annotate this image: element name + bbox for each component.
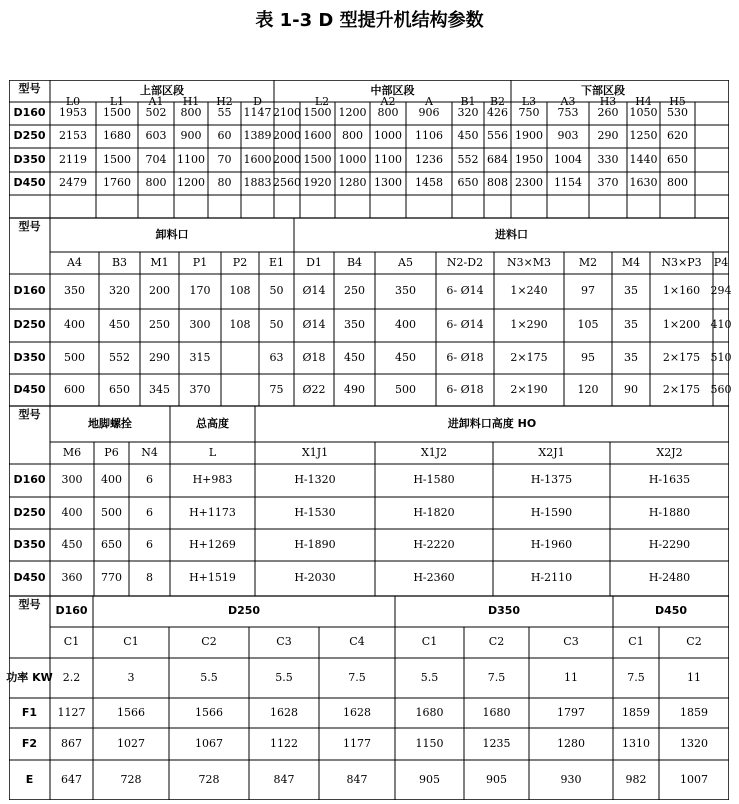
column-header: C2 [488,635,505,649]
table-cell: 2×190 [510,382,548,396]
table-cell: 50 [269,318,284,332]
table-cell: 650 [667,152,688,166]
table-cell: H-1530 [294,505,336,519]
table-cell [221,374,259,406]
column-header: C4 [349,635,365,649]
row-label: D350 [13,350,46,364]
table-cell: 7.5 [348,670,366,684]
table-cell: 1200 [177,176,205,190]
table-cell: 95 [581,350,595,364]
table-cell: 330 [597,152,619,166]
table-cell: 2×175 [662,382,701,396]
table-cell: 290 [597,129,619,143]
table-cell: 1147 [243,106,272,120]
table-cell: 1500 [303,106,332,120]
table-cell: 500 [395,382,416,396]
table-cell: 70 [217,152,232,166]
column-header: A5 [398,255,413,269]
table-cell: 800 [145,176,167,190]
row-label: 功率 KW [6,670,53,684]
table-cell: 320 [457,106,479,120]
table-title: 表 1-3 D 型提升机结构参数 [255,10,484,31]
table-cell: 1859 [680,705,708,719]
column-header: B3 [111,255,128,269]
table-cell: 75 [269,382,284,396]
table-cell: 35 [624,284,638,298]
table-cell: 800 [667,176,688,190]
row-label: D250 [13,318,46,332]
table-cell: Ø14 [302,318,326,332]
table-cell: 1177 [343,736,371,750]
table-cell: 450 [61,537,83,551]
table-cell [221,342,259,374]
row-label: F2 [21,736,38,750]
table-cell: 603 [145,129,167,143]
group-header: 总高度 [196,416,229,430]
table-cell: 1250 [629,129,658,143]
table-cell: 5.5 [420,670,439,684]
table-cell: 290 [149,350,170,364]
table-cell: 800 [180,106,202,120]
column-header: B4 [346,255,363,269]
table-cell: 80 [217,176,232,190]
table-cell: Ø22 [302,382,326,396]
table-cell: H-2480 [648,571,691,585]
table-cell: 1566 [117,705,145,719]
table-cell: 1280 [338,176,367,190]
table-cell: H+1519 [189,571,236,585]
table-cell: 728 [198,772,220,786]
table-cell: 1900 [515,129,543,143]
group-header: D350 [487,604,521,618]
column-header: L [208,445,217,459]
table-cell: 510 [710,350,732,364]
table-cell: 1007 [680,772,708,786]
column-header: N2-D2 [446,255,484,269]
table-cell: 1236 [415,152,443,166]
table-cell: 728 [120,772,142,786]
table-cell: 97 [581,284,595,298]
table-cell: 704 [145,152,167,166]
table-cell: 7.5 [627,670,645,684]
group-header: 卸料口 [155,227,189,241]
table-cell: 1797 [557,705,585,719]
table-cell: 1050 [629,106,658,120]
table-cell: H-2220 [413,537,455,551]
table-cell: 1027 [117,736,145,750]
row-label: E [25,772,34,786]
table-cell: 250 [149,318,170,332]
column-header: M2 [578,255,598,269]
table-cell: 906 [418,106,440,120]
table-cell: 1×290 [510,318,548,332]
group-header: 中部区段 [370,83,415,97]
table-cell: H+1269 [189,537,236,551]
table-cell: 1122 [270,736,298,750]
model-label: 型号 [18,408,41,421]
column-header: M1 [150,255,169,269]
table-cell: 1859 [622,705,650,719]
table-cell: 1200 [338,106,367,120]
column-header: C1 [421,635,438,649]
table-cell: 2100 [273,106,301,120]
table-cell: 847 [346,772,368,786]
table-cell: 1000 [374,129,402,143]
table-cell: 350 [344,318,365,332]
column-header: N3×M3 [506,255,552,269]
table-cell: 1628 [270,705,298,719]
table-cell: 900 [180,129,202,143]
table-cell: 903 [557,129,579,143]
table-cell: 1127 [57,705,86,719]
group-header: 进料口 [495,227,528,241]
table-cell: 930 [560,772,582,786]
row-label: F1 [21,705,38,719]
table-cell: 6- Ø14 [446,284,484,298]
table-cell: 108 [229,284,251,298]
table-cell: 8 [146,571,153,585]
table-cell: 753 [557,106,579,120]
table-cell: 370 [597,176,619,190]
table-cell: 982 [625,772,647,786]
table-cell: 867 [61,736,82,750]
table-cell: 560 [710,382,732,396]
table-cell: 90 [624,382,638,396]
parameter-table: 型号 上部区段 中部区段 下部区段 L0 L1 A1 H1 H2 D L2 A2 A B1 B2 L3 A3 H3 H4 H5 D160 1953 1500 502 800 55 1147 2100 1500 1200 800 906 320 426 750 753 260 1050 530 D250 2153 1680 603 900 60 1389 2000 1600 800 1000 1106 450 556 1900 903 290 1250 620 D350 2119 1500 704 1100 70 1600 2000 1500 1000 1100 1236 552 684 1950 1004 330 1440 650 D450 2479 1760 800 1200 80 1883 2560 1920 1280 1300 1458 650 808 2300 1154 370 1630 800 型号 卸料口 进料口 A4 B3 M1 P1 P2 E1 D1 B4 A5 N2-D2 N3×M3 M2 M4 N3×P3 P4 D160 350 320 200 170 108 50 Ø14 250 350 6- Ø14 1×240 97 35 1×160 294 D250 400 450 250 300 108 50 Ø14 350 400 6- Ø14 1×290 105 35 1×200 410 D350 500 552 290 315 63 Ø18 450 450 6- Ø18 2×175 95 35 2×175 510 D450 600 650 345 370 75 Ø22 490 500 6- Ø18 2×190 120 90 2×175 560 型号 地脚螺拴 总高度 进卸料口高度 HO M6 P6 N4 L X1J1 X1J2 X2J1 X2J2 D160 300 400 6 H+983 H-1320 H-1580 H-1375 H-1635 D250 400 500 6 H+1173 H-1530 H-1820 H-1590 H-1880 D350 450 650 6 H+1269 H-1890 H-2220 H-1960 H-2290 D450 360 770 8 H+1519 H-2030 H-2360 H-2110 H-2480 型号 D160 D250 D350 D450 C1 C1 C2 C3 C4 C1 C2 C3 C1 C2 功率 KW 2.2 3 5.5 5.5 7.5 5.5 7.5 11 7.5 11 F1 1127 1566 1566 1628 1628 1680 1680 1797 1859 1859 F2 867 1027 1067 1122 1177 1150 1235 1280 1310 1320 E 647 728 728 847 847 905 905 930 982 1007 [9,80,729,800]
table-cell: 400 [101,473,122,487]
table-cell: H-2360 [413,571,455,585]
table-cell: 250 [344,284,365,298]
table-cell: 5.5 [200,670,218,684]
table-cell: 6- Ø18 [446,382,484,396]
table-cell: 1×240 [510,284,548,298]
table-cell: 6 [146,537,153,551]
table-cell: 530 [667,106,688,120]
table-cell: 620 [667,129,688,143]
column-header: N4 [141,445,158,459]
table-cell: 600 [64,382,85,396]
table-cell: 1154 [554,176,582,190]
table-cell: 6- Ø18 [446,350,484,364]
table-cell: H-1590 [530,505,573,519]
column-header: C3 [276,635,292,649]
table-cell: 2153 [59,129,87,143]
table-cell: 1004 [554,152,582,166]
column-header: M6 [62,445,82,459]
table-cell: 1389 [243,129,272,143]
table-cell: 105 [577,318,599,332]
table-cell: 410 [710,318,732,332]
table-cell: H-1820 [413,505,455,519]
table-cell: 1440 [629,152,658,166]
table-cell: 500 [64,350,85,364]
row-label: D450 [13,382,46,396]
table-cell: 1953 [59,106,87,120]
table-cell: 1067 [195,736,223,750]
table-cell: 450 [395,350,416,364]
table-cell: Ø14 [302,284,326,298]
table-cell: H-1960 [530,537,573,551]
group-header: 上部区段 [140,83,184,97]
column-header: C1 [63,635,80,649]
table-cell: 750 [518,106,540,120]
group-header: 地脚螺拴 [88,416,132,430]
column-header: X1J2 [420,445,448,459]
table-cell: 1500 [103,152,131,166]
table-cell: 1500 [303,152,332,166]
table-cell: 2000 [273,129,301,143]
table-cell: 6- Ø14 [446,318,484,332]
table-cell: 11 [687,670,701,684]
table-cell: 5.5 [275,670,293,684]
table-cell: 200 [149,284,170,298]
table-cell: 650 [101,537,122,551]
table-cell: 35 [624,350,638,364]
table-cell: 11 [564,670,578,684]
table-cell: 294 [710,284,732,298]
table-cell: 2119 [59,152,87,166]
table-cell: 350 [395,284,416,298]
table-cell: 2×175 [510,350,548,364]
table-cell: 684 [487,152,508,166]
column-header: X1J1 [301,445,329,459]
table-cell: 63 [269,350,284,364]
table-cell: 650 [457,176,479,190]
table-cell: 1600 [243,152,272,166]
table-cell: 800 [377,106,399,120]
table-cell: 1950 [515,152,543,166]
table-cell: 50 [269,284,284,298]
column-header: C2 [201,635,217,649]
column-header: P6 [104,445,119,459]
table-cell: 1566 [195,705,223,719]
group-header: D450 [654,604,688,618]
column-header: M4 [621,255,641,269]
table-cell: 6 [146,473,153,487]
table-cell: 2479 [59,176,87,190]
table-cell: H-1320 [294,473,336,487]
table-cell: 450 [457,129,479,143]
table-cell: 300 [61,473,83,487]
table-cell: H-2290 [648,537,691,551]
table-cell: H-1890 [294,537,336,551]
table-cell: H+983 [192,473,233,487]
table-cell: 1920 [303,176,332,190]
table-cell: 6 [146,505,153,519]
row-label: D250 [13,505,46,519]
table-cell: 1760 [103,176,131,190]
table-cell: 345 [149,382,170,396]
table-cell: 2000 [273,152,301,166]
column-header: D1 [306,255,322,269]
table-cell: 1150 [415,736,444,750]
group-header: 进卸料口高度 HO [447,416,537,430]
row-label: D350 [13,537,46,551]
table-cell: 170 [189,284,211,298]
column-header: A4 [67,255,82,269]
table-cell: 320 [109,284,130,298]
table-cell: H-1375 [530,473,573,487]
table-cell: 2300 [515,176,543,190]
table-cell: 450 [109,318,130,332]
model-label: 型号 [18,220,41,233]
table-cell: 1280 [557,736,585,750]
table-cell: 2.2 [62,670,81,684]
table-cell: 400 [64,318,85,332]
table-cell: 315 [189,350,211,364]
table-cell: 650 [109,382,130,396]
table-cell: 490 [344,382,365,396]
table-cell: 1106 [415,129,443,143]
table-cell: H+1173 [189,505,236,519]
group-header: 下部区段 [581,83,625,97]
table-cell: 1310 [622,736,650,750]
model-label: 型号 [18,598,41,611]
table-cell: 370 [189,382,211,396]
table-cell: 1100 [374,152,402,166]
row-label: D450 [13,176,46,190]
table-cell: 1628 [343,705,371,719]
table-cell: 360 [61,571,83,585]
table-cell: 1680 [415,705,444,719]
column-header: P4 [713,255,729,269]
table-cell: 808 [487,176,508,190]
table-cell: 2560 [273,176,301,190]
table-cell: 120 [577,382,599,396]
table-cell: 1100 [177,152,205,166]
table-cell: 400 [61,505,83,519]
column-header: C1 [123,635,139,649]
table-cell: 847 [273,772,295,786]
table-cell: 556 [487,129,508,143]
column-header: P2 [232,255,248,269]
table-cell: 647 [61,772,82,786]
table-cell: H-2030 [294,571,336,585]
table-cell: 108 [229,318,251,332]
table-cell: Ø18 [302,350,326,364]
table-cell: 1680 [482,705,511,719]
group-header: D160 [55,604,88,618]
table-cell: 1320 [680,736,708,750]
table-cell: 502 [145,106,167,120]
model-label: 型号 [18,82,41,95]
table-cell: H-1880 [648,505,691,519]
group-header: D250 [227,604,261,618]
table-cell: 2×175 [662,350,701,364]
table-cell: 1×160 [662,284,701,298]
table-cell: H-2110 [530,571,573,585]
table-cell: 1680 [103,129,131,143]
column-header: P1 [192,255,208,269]
row-label: D450 [13,571,46,585]
table-cell: 426 [487,106,508,120]
table-cell: 1000 [338,152,367,166]
table-cell: 1500 [103,106,131,120]
table-cell: 3 [127,670,135,684]
column-header: C2 [686,635,702,649]
table-cell: 450 [344,350,365,364]
row-label: D350 [13,152,46,166]
table-cell: 552 [457,152,479,166]
column-header: X2J2 [656,445,683,459]
row-label: D160 [13,473,46,487]
column-header: N3×P3 [661,255,702,269]
table-cell: 1300 [374,176,402,190]
table-cell: H-1635 [648,473,691,487]
table-cell: 350 [64,284,85,298]
table-cell: 905 [486,772,507,786]
table-cell: 1600 [303,129,332,143]
table-cell: 7.5 [487,670,506,684]
table-cell: 60 [217,129,232,143]
table-cell: 905 [419,772,440,786]
table-cell: 260 [597,106,619,120]
row-label: D160 [13,106,46,120]
table-cell: 400 [395,318,416,332]
table-cell: 500 [101,505,122,519]
column-header: C3 [563,635,579,649]
table-cell: H-1580 [413,473,455,487]
row-label: D160 [13,284,46,298]
table-cell: 770 [101,571,122,585]
table-cell: 1×200 [662,318,701,332]
table-cell: 35 [624,318,638,332]
column-header: C1 [628,635,644,649]
column-header: X2J1 [538,445,565,459]
table-cell: 552 [109,350,130,364]
table-cell: 1458 [415,176,443,190]
column-header: E1 [268,255,285,269]
table-cell: 55 [217,106,232,120]
table-cell: 800 [342,129,363,143]
table-cell: 1630 [629,176,658,190]
table-cell: 1235 [482,736,511,750]
row-label: D250 [13,129,46,143]
table-cell: 300 [189,318,211,332]
table-cell: 1883 [243,176,272,190]
